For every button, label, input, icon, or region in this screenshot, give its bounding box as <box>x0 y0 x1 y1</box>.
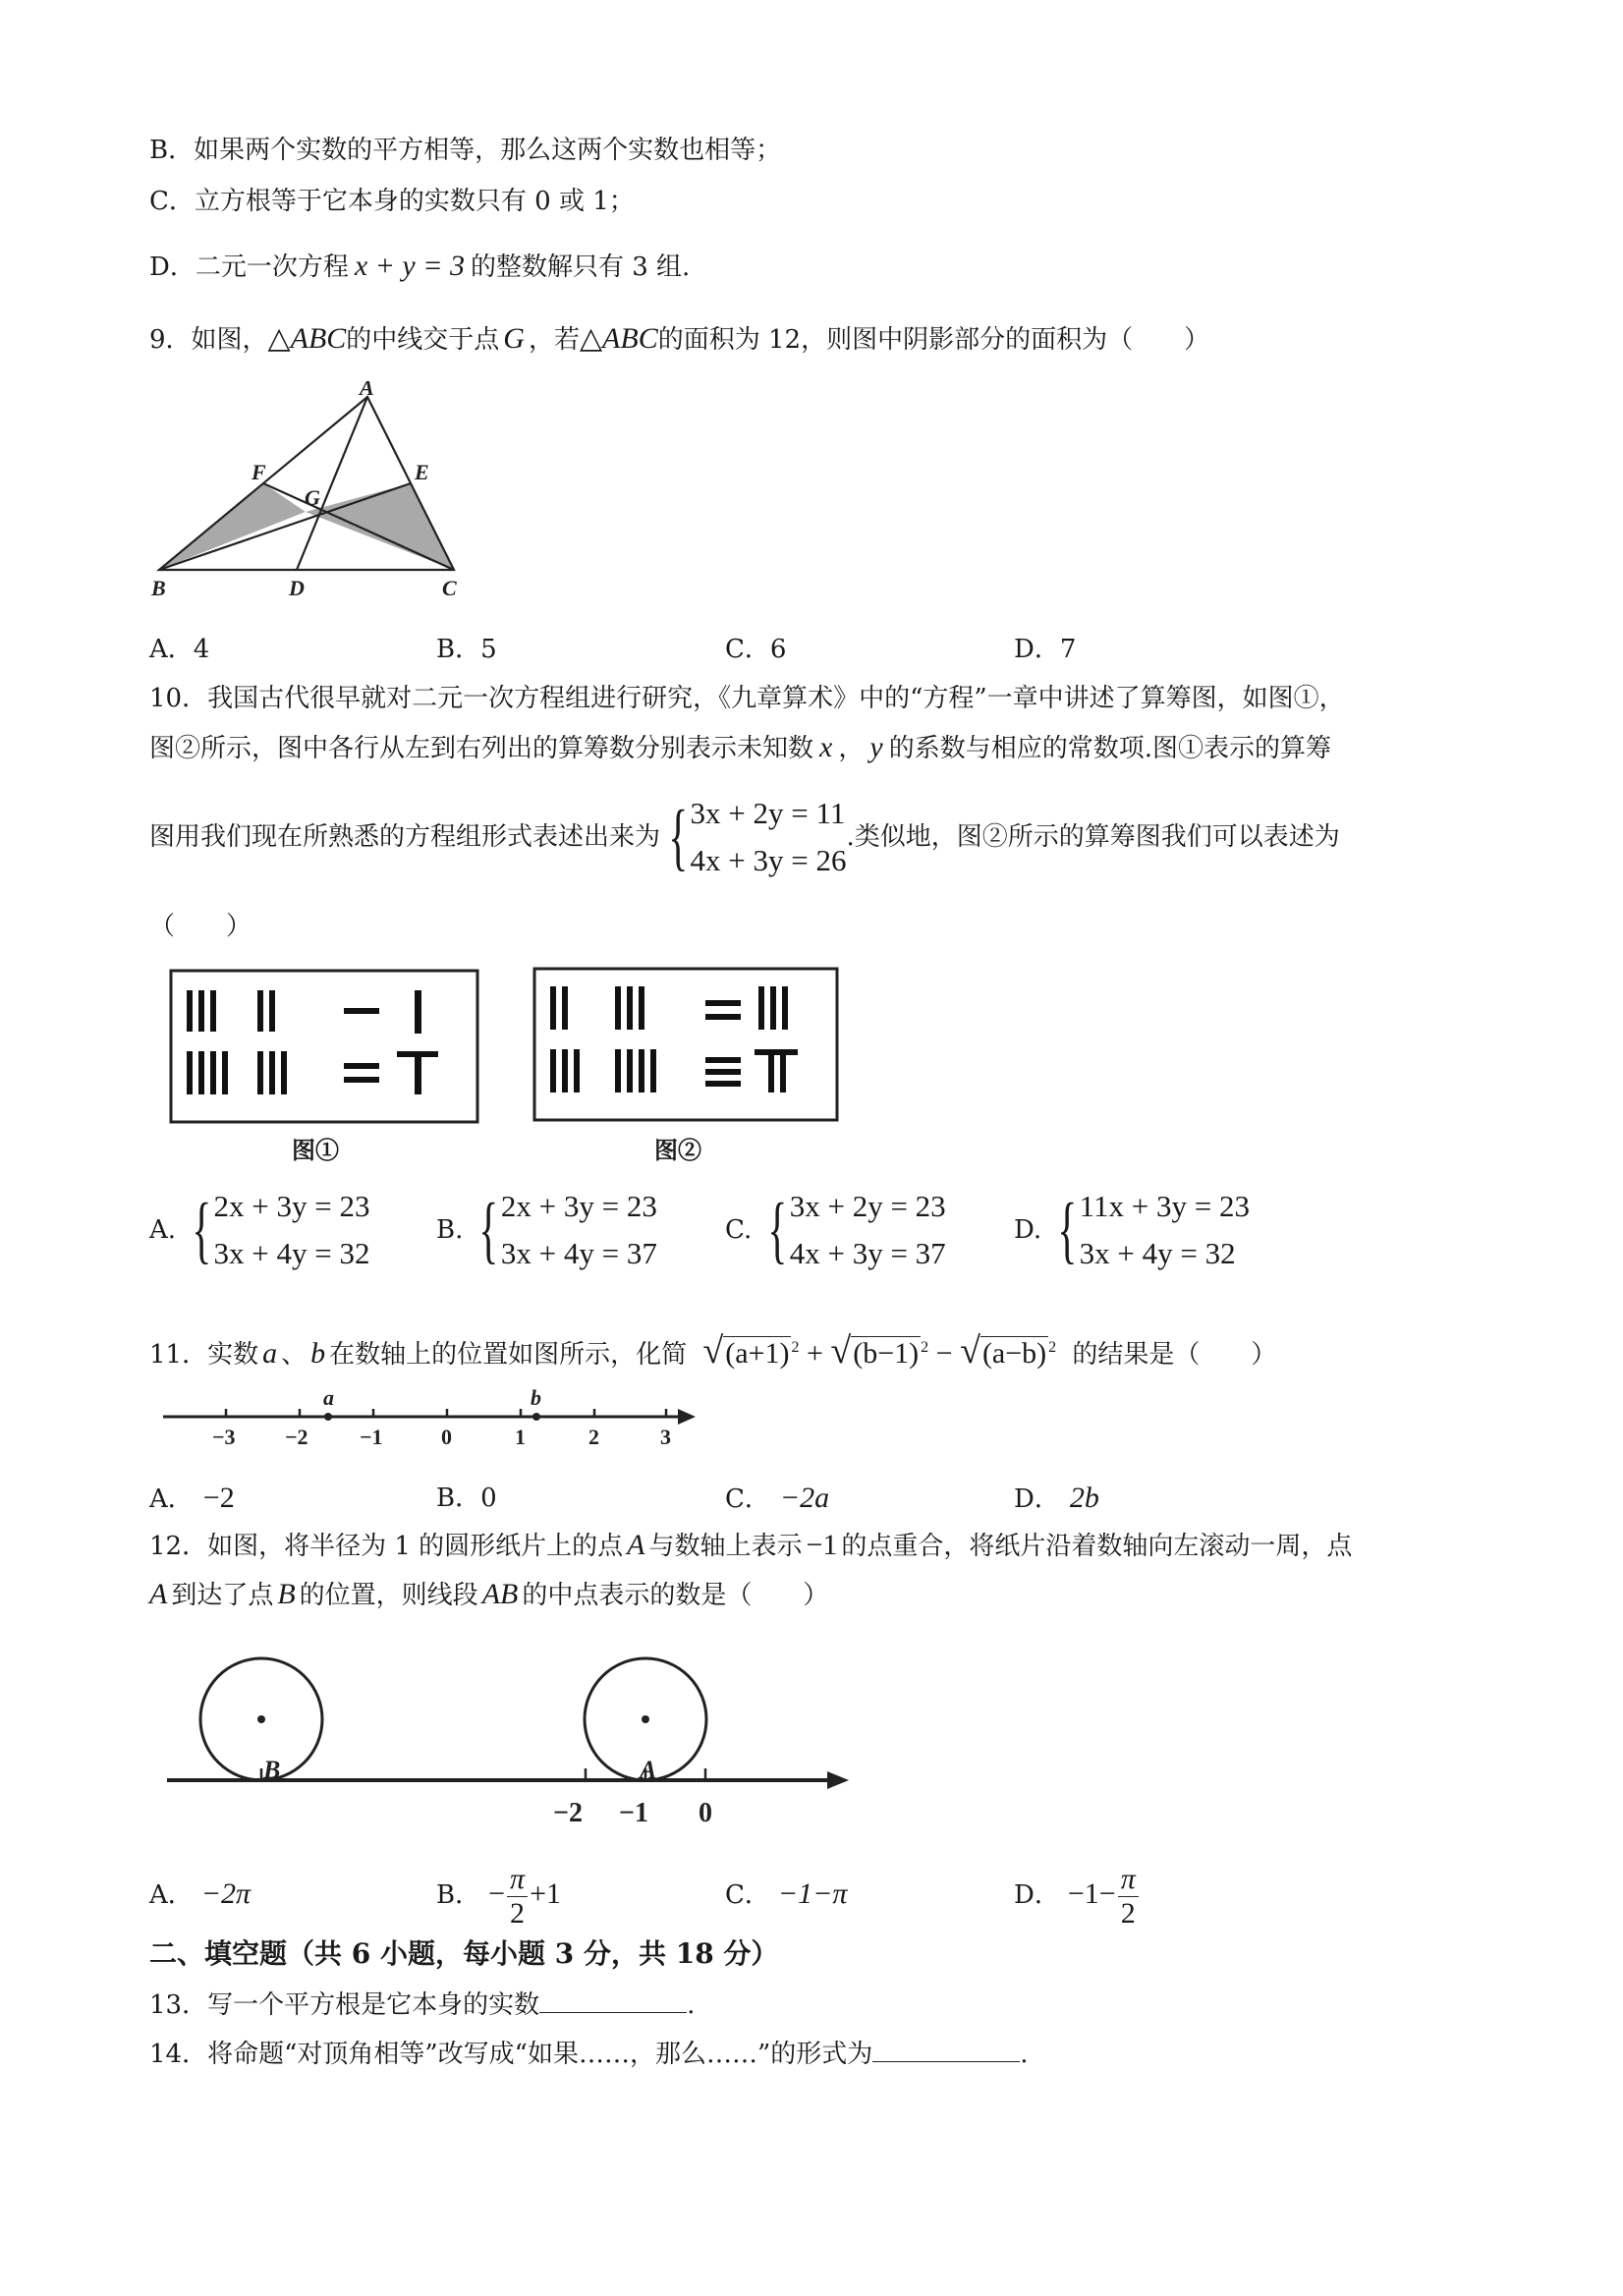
q10-option-c[interactable]: C. { 3x + 2y = 23 4x + 3y = 37 <box>725 1189 946 1271</box>
q10-option-b[interactable]: B. { 2x + 3y = 23 3x + 4y = 37 <box>436 1189 657 1271</box>
svg-text:0: 0 <box>441 1425 452 1449</box>
q13-stem: 13．写一个平方根是它本身的实数 . <box>149 1990 696 2020</box>
q8-option-d: D．二元一次方程 x + y = 3 的整数解只有 3 组. <box>149 250 691 282</box>
q8-option-c: C．立方根等于它本身的实数只有 0 或 1； <box>149 187 635 216</box>
q11-option-c[interactable]: C． −2a <box>725 1482 830 1514</box>
q12-option-d[interactable]: D． −1− $\frac{\pi}{2}$ <box>1014 1853 1141 1936</box>
svg-text:−2: −2 <box>285 1425 308 1449</box>
q10-line-2: 图②所示，图中各行从左到右列出的算筹数分别表示未知数 x ， y 的系数与相应的常数项.图①表示的算筹 <box>149 731 1331 763</box>
q12-rolling-circle-figure <box>167 1635 855 1841</box>
q12-line-1: 12．如图，将半径为 1 的圆形纸片上的点 A 与数轴上表示 −1 的点重合，将纸片沿着数轴向左滚动一周，点 <box>149 1529 1353 1561</box>
label-b-circle: B <box>263 1756 281 1784</box>
section-2-title: 二、填空题（共 6 小题，每小题 3 分，共 18 分） <box>149 1937 779 1970</box>
q8-option-b: B．如果两个实数的平方相等，那么这两个实数也相等； <box>149 136 782 165</box>
q11-stem: 11．实数 a 、 b 在数轴上的位置如图所示，化简 √(a+1) $^2$ + √(b−1) $^2$ − √(a−b) $^2$ 的结果是（ ） <box>149 1326 1276 1376</box>
svg-text:1: 1 <box>515 1425 526 1449</box>
q10-option-a[interactable]: A. { 2x + 3y = 23 3x + 4y = 32 <box>149 1189 370 1271</box>
q9-option-a[interactable]: A．4 <box>149 635 210 664</box>
svg-text:−1: −1 <box>360 1425 383 1449</box>
label-c: C <box>442 576 457 600</box>
svg-text:2: 2 <box>588 1425 599 1449</box>
q14-stem: 14．将命题“对顶角相等”改写成“如果……，那么……”的形式为 . <box>149 2040 1029 2069</box>
label-e: E <box>415 460 429 484</box>
q9-option-b[interactable]: B．5 <box>436 635 497 664</box>
q14-answer-blank[interactable] <box>872 2038 1020 2062</box>
counting-rod-figure-1 <box>169 969 481 1126</box>
q9-stem: 9．如图，△ABC的中线交于点 G ，若△ABC的面积为 12，则图中阴影部分的面积为（ ） <box>149 322 1210 355</box>
example-system: 3x + 2y = 11 4x + 3y = 26 <box>690 796 847 877</box>
q9-option-c[interactable]: C．6 <box>725 635 787 664</box>
q9-option-d[interactable]: D．7 <box>1014 635 1077 664</box>
counting-rod-figure-2 <box>532 967 841 1124</box>
svg-text:−3: −3 <box>212 1425 236 1449</box>
svg-text:−2: −2 <box>553 1798 583 1828</box>
q12-option-a[interactable]: A． −2π <box>149 1877 252 1910</box>
q11-option-b[interactable]: B．0 <box>436 1484 497 1513</box>
label-a-point: a <box>323 1387 334 1410</box>
label-f: F <box>252 460 266 484</box>
q12-option-b[interactable]: B． − $\frac{\pi}{2}$ +1 <box>436 1862 561 1930</box>
q10-option-d[interactable]: D. { 11x + 3y = 23 3x + 4y = 32 <box>1014 1189 1250 1271</box>
radical-expression: √(a+1) $^2$ + √(b−1) $^2$ − √(a−b) $^2$ <box>702 1330 1057 1372</box>
label-g: G <box>305 485 320 510</box>
svg-text:3: 3 <box>660 1425 671 1449</box>
svg-text:−1: −1 <box>619 1798 648 1828</box>
figure-2-caption: 图② <box>654 1136 701 1164</box>
q9-triangle-figure <box>147 381 472 607</box>
q11-number-line <box>163 1387 703 1456</box>
system-brace: { <box>668 796 689 878</box>
label-b-point: b <box>531 1387 541 1410</box>
label-a-circle: A <box>640 1756 657 1784</box>
q10-line-1: 10．我国古代很早就对二元一次方程组进行研究，《九章算术》中的“方程”一章中讲述了算筹图，如图①， <box>149 684 1345 713</box>
median-ad <box>297 397 367 570</box>
label-a: A <box>360 381 374 400</box>
q11-option-d[interactable]: D． 2b <box>1014 1482 1099 1514</box>
q13-answer-blank[interactable] <box>539 1988 687 2013</box>
q10-line-3: 图用我们现在所熟悉的方程组形式表述出来为 { 3x + 2y = 11 4x + 3y = 26 .类似地，图②所示的算筹图我们可以表述为 <box>149 790 1340 884</box>
q10-answer-paren: （ ） <box>149 912 252 941</box>
q12-line-2: A 到达了点 B 的位置，则线段 AB 的中点表示的数是（ ） <box>149 1578 829 1610</box>
q11-option-a[interactable]: A． −2 <box>149 1482 235 1514</box>
label-b: B <box>151 576 166 600</box>
label-d: D <box>289 576 305 600</box>
point-a <box>324 1413 332 1421</box>
q8-equation: x + y = 3 <box>354 250 465 282</box>
svg-text:0: 0 <box>699 1798 712 1828</box>
q12-option-c[interactable]: C． −1−π <box>725 1877 848 1910</box>
figure-1-caption: 图① <box>292 1136 339 1164</box>
point-b <box>532 1413 540 1421</box>
